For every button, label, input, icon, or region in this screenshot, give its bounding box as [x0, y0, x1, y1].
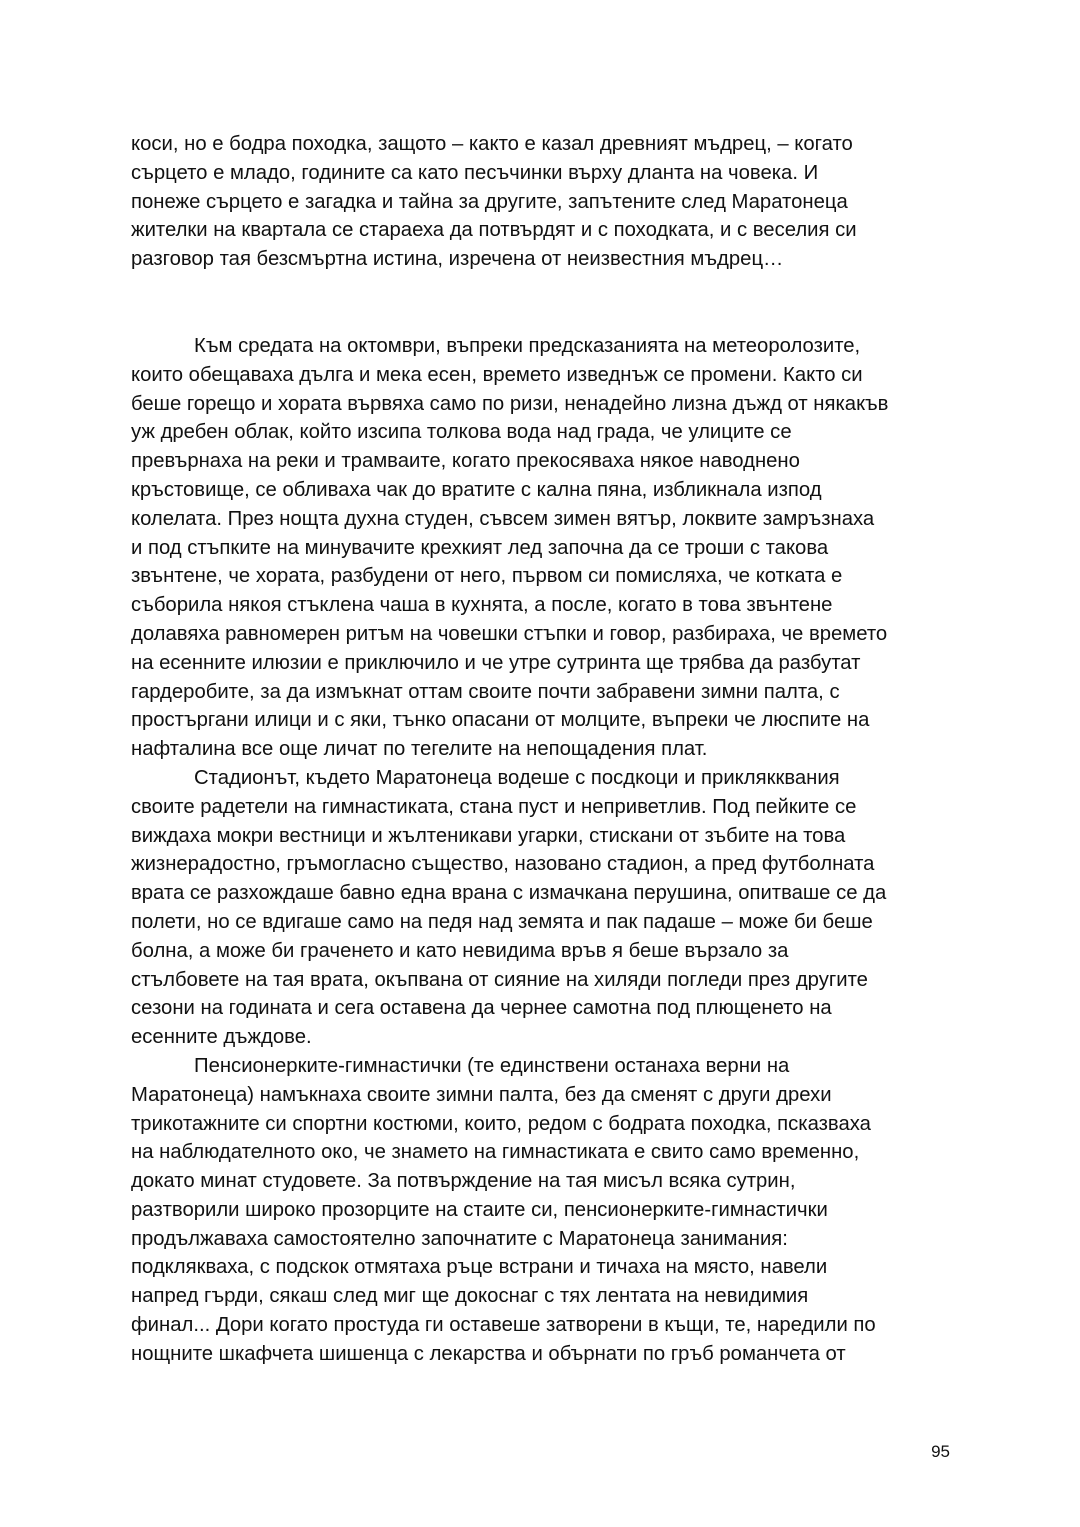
page-number: 95	[931, 1442, 950, 1461]
paragraph-gap	[131, 274, 951, 332]
text-line: беше горещо и хората вървяха само по ризи, ненадейно лизна дъжд от някакъв	[131, 392, 889, 415]
text-line: есенните дъждове.	[131, 1026, 312, 1049]
text-line: стълбовете на тая врата, окъпвана от сияние на хиляди погледи през другите	[131, 968, 868, 991]
paragraph-2	[131, 332, 951, 764]
text-line: уж дребен облак, който изсипа толкова вода над града, че улиците се	[131, 421, 792, 444]
text-line: сезони на годината и сега оставена да чернее самотна под плющенето на	[131, 997, 832, 1020]
text-line: на есенните илюзии е приключило и че утре сутринта ще трябва да разбутат	[131, 651, 861, 674]
text-line: кръстовище, се обливаха чак до вратите с кална пяна, избликнала изпод	[131, 478, 822, 501]
text-line: жителки на квартала се стараеха да потвърдят и с походката, и с веселия си	[131, 219, 857, 242]
text-line: коси, но е бодра походка, защото – както е казал древният мъдрец, – когато	[131, 133, 853, 155]
paragraph-4	[131, 1052, 951, 1369]
text-line: Стадионът, където Маратонеца водеше с посдкоци и приклякквания	[194, 766, 840, 789]
text-line: разговор тая безсмъртна истина, изречена от неизвестния мъдрец…	[131, 248, 784, 271]
text-line: на наблюдателното око, че знамето на гимнастиката е свито само временно,	[131, 1141, 860, 1164]
body-text	[131, 130, 951, 1369]
text-line: финал... Дори когато простуда ги оставеше затворени в къщи, те, наредили по	[131, 1314, 876, 1337]
text-line: долавяха равномерен ритъм на човешки стъпки и говор, разбираха, че времето	[131, 622, 888, 645]
text-line: разтворили широко прозорците на стаите си, пенсионерките-гимнастички	[131, 1198, 828, 1221]
text-line: болна, а може би граченето и като невидима връв я беше вързало за	[131, 939, 789, 962]
paragraph-3	[131, 764, 951, 1052]
text-line: врата се разхождаше бавно една врана с измачкана перушина, опитваше се да	[131, 882, 887, 905]
text-line: съборила някоя стъклена чаша в кухнята, а после, когато в това звънтене	[131, 594, 833, 617]
text-line: понеже сърцето е загадка и тайна за другите, запътените след Маратонеца	[131, 190, 848, 213]
text-line: нощните шкафчета шишенца с лекарства и обърнати по гръб романчета от	[131, 1342, 846, 1365]
text-line: колелата. През нощта духна студен, съвсем зимен вятър, локвите замръзнаха	[131, 507, 875, 530]
text-line: простъргани илици и с яки, тънко опасани от молците, въпреки че люспите на	[131, 709, 870, 732]
text-line: гардеробите, за да измъкнат оттам своите почти забравени зимни палта, с	[131, 680, 840, 703]
text-line: подклякваха, с подскок отмятаха ръце встрани и тичаха на място, навели	[131, 1256, 828, 1279]
paragraph-1	[131, 130, 951, 274]
text-line: превърнаха на реки и трамваите, когато прекосяваха някое наводнено	[131, 450, 800, 473]
text-line: които обещаваха дълга и мека есен, времето изведнъж се промени. Както си	[131, 363, 863, 386]
text-line: Пенсионерките-гимнастички (те единствени останаха верни на	[194, 1054, 790, 1077]
text-line: докато минат студовете. За потвърждение на тая мисъл всяка сутрин,	[131, 1170, 796, 1193]
text-line: жизнерадостно, гръмогласно същество, назовано стадион, а пред футболната	[131, 853, 875, 876]
text-line: трикотажните си спортни костюми, които, редом с бодрата походка, псказваха	[131, 1112, 871, 1135]
text-line: своите радетели на гимнастиката, стана пуст и неприветлив. Под пейките се	[131, 795, 857, 818]
text-line: продължаваха самостоятелно започнатите с Маратонеца занимания:	[131, 1227, 788, 1250]
text-line: напред гърди, сякаш след миг ще докоснаг с тях лентата на невидимия	[131, 1285, 809, 1308]
text-line: и под стъпките на минувачите крехкият лед започна да се троши с такова	[131, 536, 829, 559]
text-line: полети, но се вдигаше само на педя над земята и пак падаше – може би беше	[131, 910, 873, 933]
text-line: виждаха мокри вестници и жълтеникави угарки, стискани от зъбите на това	[131, 824, 846, 847]
text-line: сърцето е младо, годините са като песъчинки върху дланта на човека. И	[131, 161, 819, 184]
text-line: нафталина все още личат по тегелите на непощадения плат.	[131, 738, 708, 761]
text-line: Към средата на октомври, въпреки предсказанията на метеоролозите,	[194, 334, 861, 357]
text-line: Маратонеца) намъкнаха своите зимни палта, без да сменят с други дрехи	[131, 1083, 832, 1106]
text-line: звънтене, че хората, разбудени от него, първом си помисляха, че котката е	[131, 565, 843, 588]
